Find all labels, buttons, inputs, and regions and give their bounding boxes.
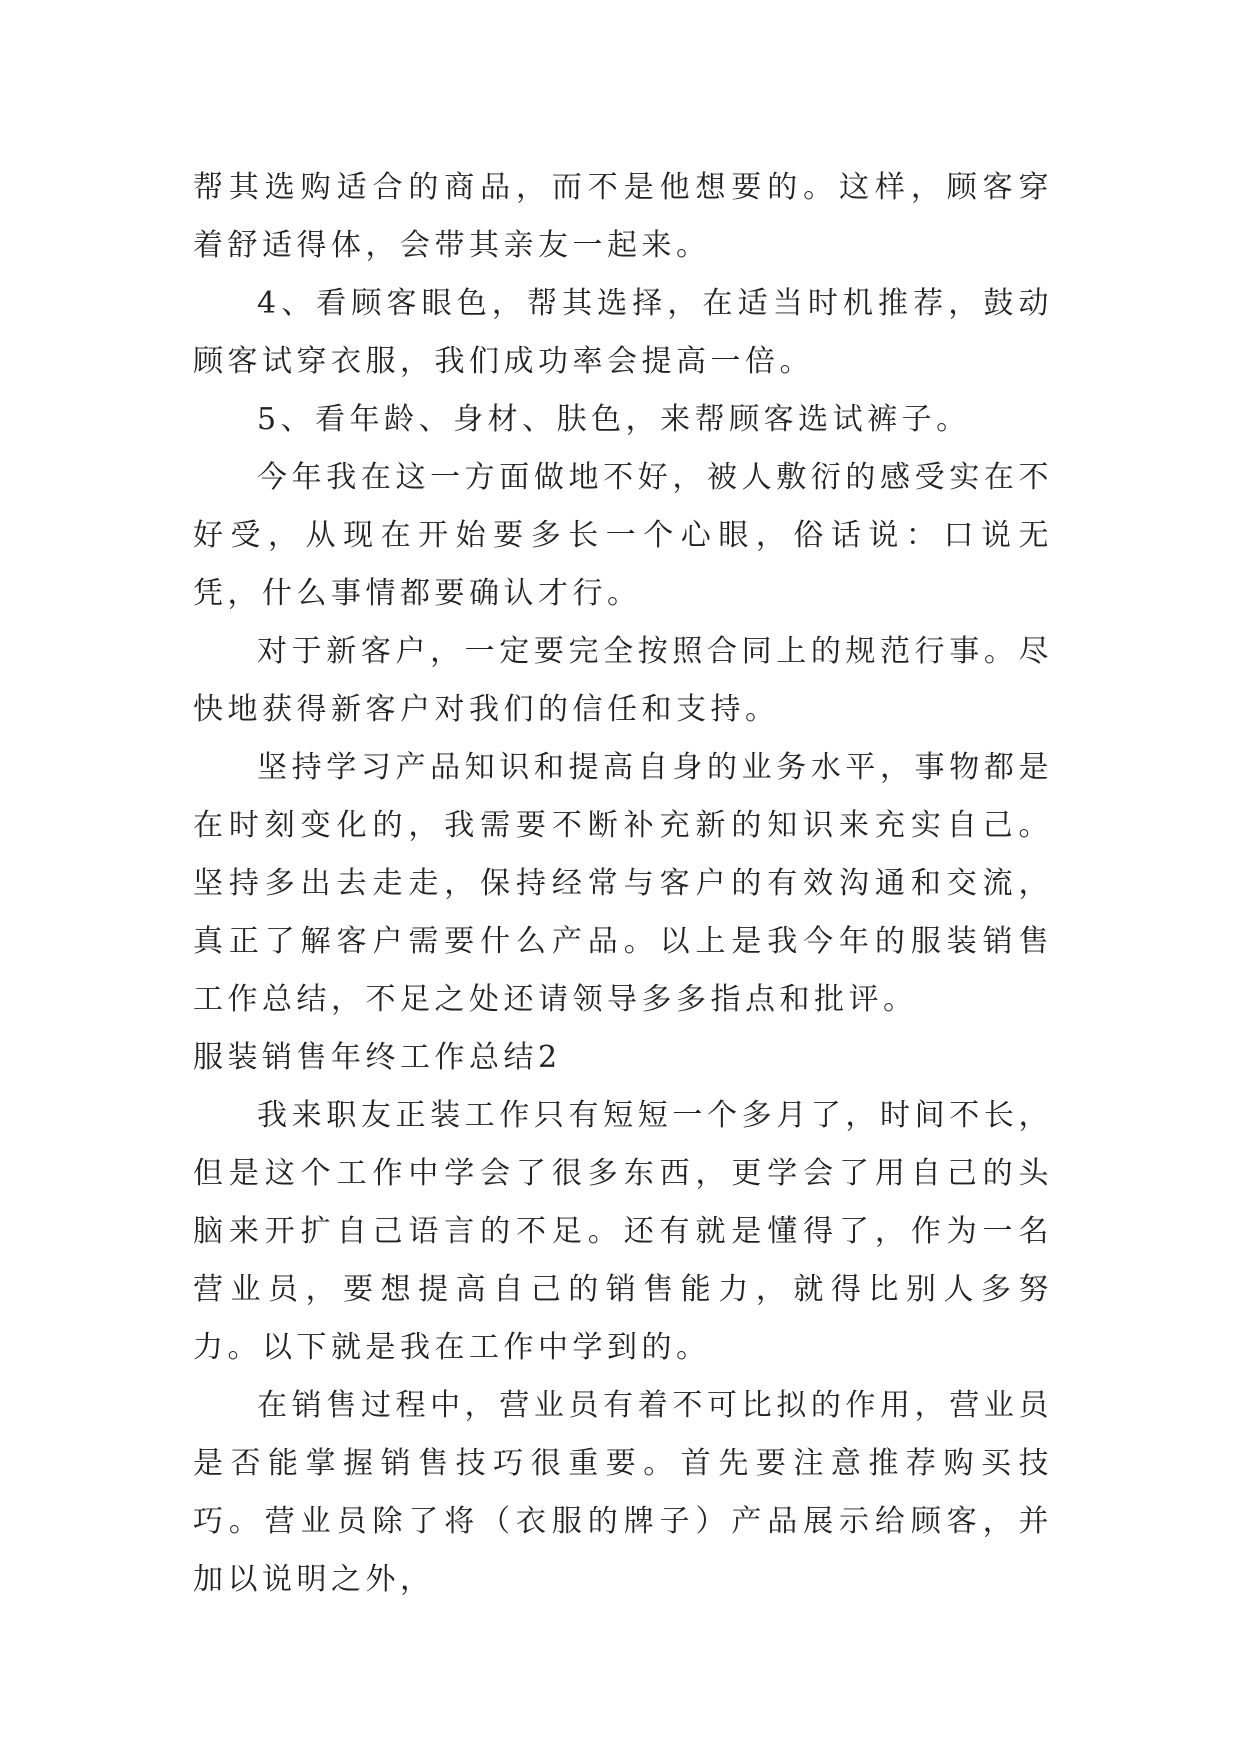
paragraph-reflection: 今年我在这一方面做地不好，被人敷衍的感受实在不好受，从现在开始要多长一个心眼，俗话说：口说无凭，什么事情都要确认才行。 (193, 460, 1053, 611)
document-body (193, 159, 1053, 1609)
paragraph-new-clients: 对于新客户，一定要完全按照合同上的规范行事。尽快地获得新客户对我们的信任和支持。 (193, 634, 1053, 727)
paragraph-conclusion: 坚持学习产品知识和提高自身的业务水平，事物都是在时刻变化的，我需要不断补充新的知识来充实自己。坚持多出去走走，保持经常与客户的有效沟通和交流，真正了解客户需要什么产品。以上是我今年的服装销售工作总结，不足之处还请领导多多指点和批评。 (193, 750, 1053, 1017)
section-title: 服装销售年终工作总结2 (193, 1040, 562, 1075)
paragraph-item-5: 5、看年龄、身材、肤色，来帮顾客选试裤子。 (257, 402, 971, 437)
paragraph-sales-skills: 在销售过程中，营业员有着不可比拟的作用，营业员是否能掌握销售技巧很重要。首先要注意推荐购买技巧。营业员除了将（衣服的牌子）产品展示给顾客，并加以说明之外， (193, 1388, 1053, 1597)
paragraph-item-4: 4、看顾客眼色，帮其选择，在适当时机推荐，鼓动顾客试穿衣服，我们成功率会提高一倍。 (193, 286, 1053, 379)
paragraph-continued: 帮其选购适合的商品，而不是他想要的。这样，顾客穿着舒适得体，会带其亲友一起来。 (193, 170, 1053, 263)
paragraph-intro: 我来职友正装工作只有短短一个多月了，时间不长，但是这个工作中学会了很多东西，更学会了用自己的头脑来开扩自己语言的不足。还有就是懂得了，作为一名营业员，要想提高自己的销售能力，就得比别人多努力。以下就是我在工作中学到的。 (193, 1098, 1053, 1365)
